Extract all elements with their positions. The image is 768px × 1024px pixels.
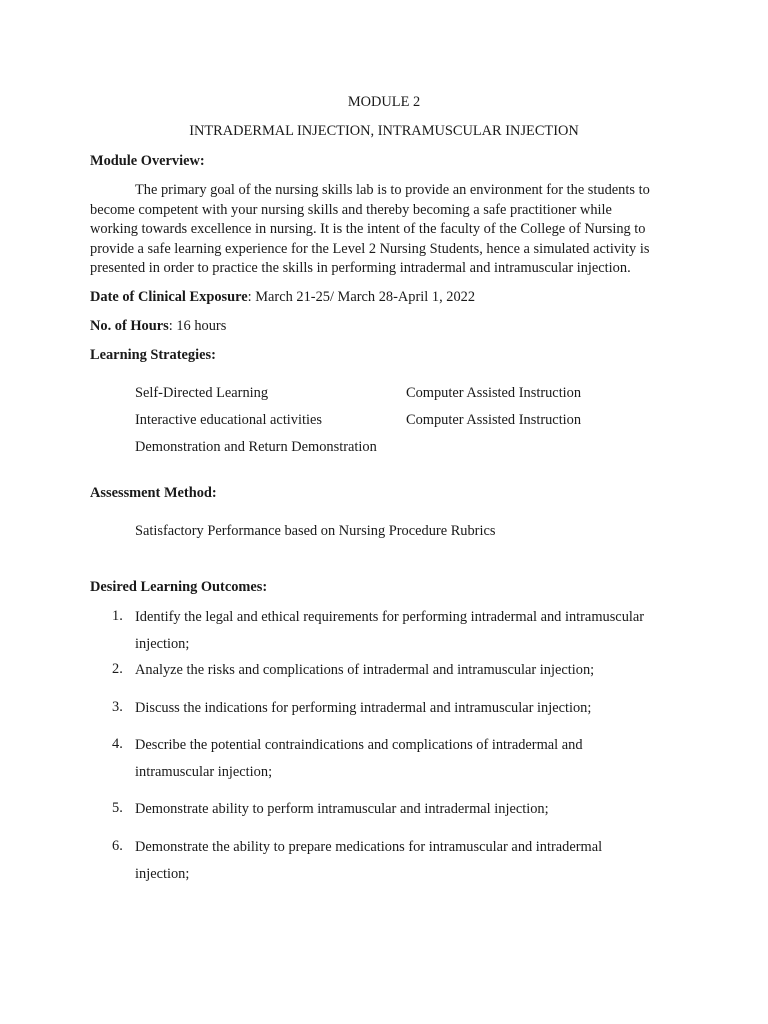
- strategy-item: Computer Assisted Instruction: [406, 412, 582, 428]
- outcome-line: Discuss the indications for performing intradermal and intramuscular injection;: [135, 700, 592, 716]
- outcome-text: [135, 732, 583, 786]
- strategy-item: Demonstration and Return Demonstration: [135, 439, 377, 455]
- outcomes-heading: Desired Learning Outcomes:: [90, 579, 268, 595]
- outcome-text: [135, 796, 549, 823]
- strategy-item: Self-Directed Learning: [135, 385, 269, 401]
- overview-line: become competent with your nursing skills and thereby becoming a safe practitioner while: [90, 201, 612, 218]
- outcome-text: [135, 604, 644, 658]
- strategy-item: Interactive educational activities: [135, 412, 322, 428]
- outcome-line: injection;: [135, 636, 190, 652]
- overview-paragraph: [90, 181, 678, 279]
- hours-label: No. of Hours: [90, 318, 169, 334]
- outcome-number: 6.: [112, 838, 123, 854]
- clinical-exposure-label: Date of Clinical Exposure: [90, 289, 248, 305]
- strategy-item: Computer Assisted Instruction: [406, 385, 582, 401]
- overview-line: The primary goal of the nursing skills lab is to provide an environment for the students to: [135, 182, 650, 198]
- module-title: INTRADERMAL INJECTION, INTRAMUSCULAR INJECTION: [189, 123, 579, 139]
- outcome-line: intramuscular injection;: [135, 764, 273, 780]
- hours-value: : 16 hours: [168, 318, 227, 334]
- outcome-line: Demonstrate the ability to prepare medications for intramuscular and intradermal: [135, 839, 603, 855]
- outcome-text: [135, 657, 594, 684]
- strategies-heading: Learning Strategies:: [90, 347, 216, 363]
- outcome-number: 4.: [112, 736, 123, 752]
- clinical-exposure: [90, 289, 475, 306]
- outcome-line: Describe the potential contraindications and complications of intradermal and: [135, 737, 583, 753]
- outcome-number: 3.: [112, 699, 123, 715]
- outcome-number: 1.: [112, 608, 123, 624]
- outcome-number: 5.: [112, 800, 123, 816]
- outcome-number: 2.: [112, 661, 123, 677]
- module-number: MODULE 2: [347, 94, 421, 110]
- outcome-line: Demonstrate ability to perform intramuscular and intradermal injection;: [135, 801, 549, 817]
- assessment-heading: Assessment Method:: [90, 485, 217, 501]
- overview-heading: Module Overview:: [90, 153, 205, 169]
- outcome-line: Identify the legal and ethical requirements for performing intradermal and intramuscular: [135, 609, 645, 625]
- assessment-text: Satisfactory Performance based on Nursing Procedure Rubrics: [135, 523, 496, 539]
- outcome-line: Analyze the risks and complications of intradermal and intramuscular injection;: [135, 662, 595, 678]
- hours: [90, 318, 226, 335]
- overview-line: provide a safe learning experience for the Level 2 Nursing Students, hence a simulated activity is: [90, 240, 650, 257]
- clinical-exposure-value: : March 21-25/ March 28-April 1, 2022: [247, 289, 476, 305]
- outcome-text: [135, 834, 602, 888]
- outcome-text: [135, 695, 591, 722]
- overview-line: presented in order to practice the skills in performing intradermal and intramuscular injection.: [90, 260, 631, 276]
- overview-line: working towards excellence in nursing. It is the intent of the faculty of the College of Nursing to: [90, 221, 646, 237]
- outcome-line: injection;: [135, 866, 190, 882]
